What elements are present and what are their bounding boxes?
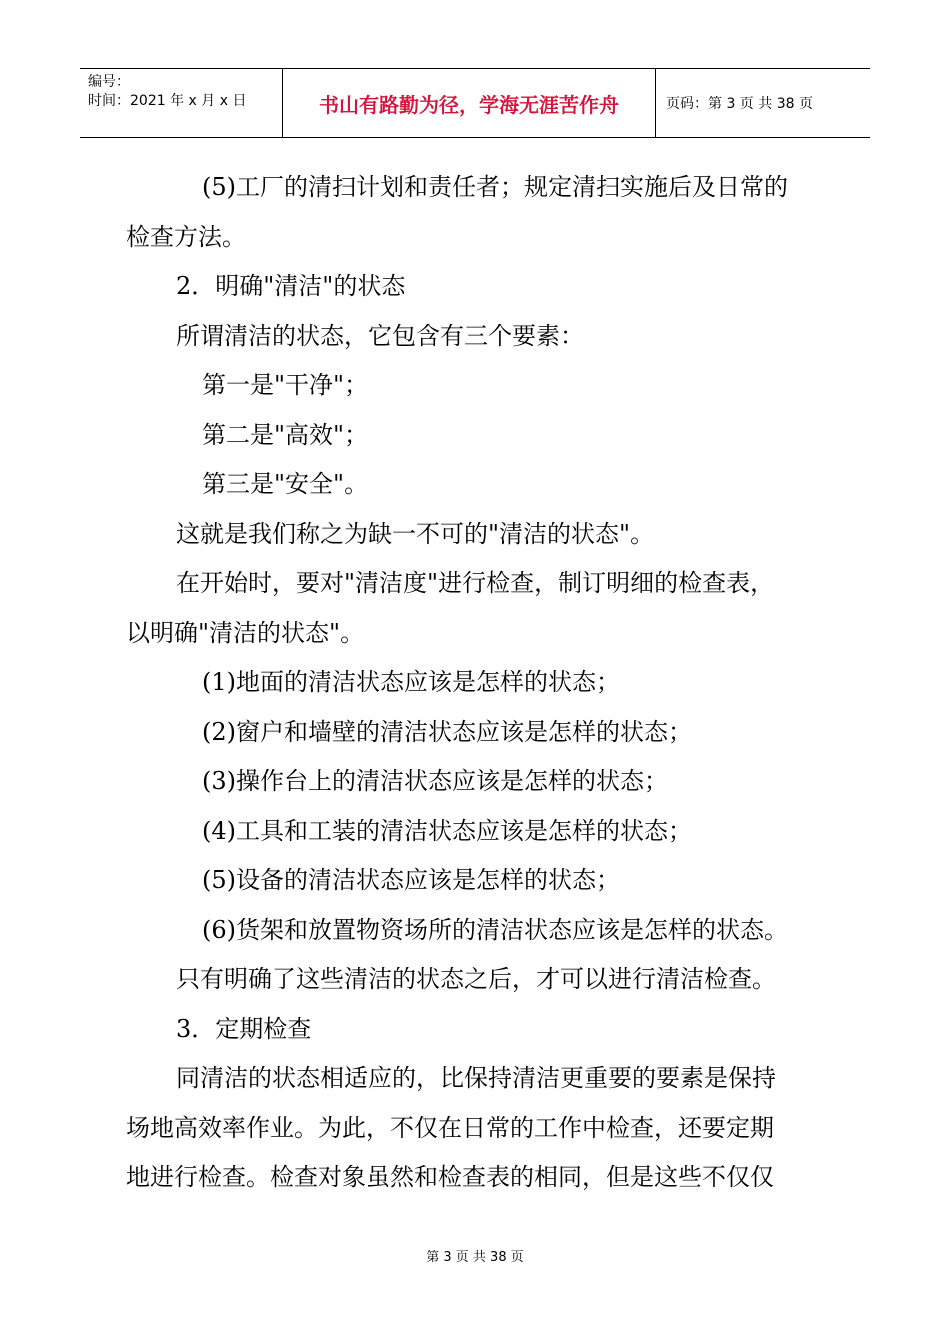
paragraph-line: 所谓清洁的状态，它包含有三个要素： [176, 321, 584, 350]
list-item: (3)操作台上的清洁状态应该是怎样的状态； [202, 767, 668, 795]
list-item: (2)窗户和墙壁的清洁状态应该是怎样的状态； [202, 717, 692, 746]
header-time-label: 时间：2021 年 x 月 x 日 [88, 93, 247, 109]
header-page-info: 页码：第 3 页 共 38 页 [666, 96, 813, 112]
header-meta [80, 69, 282, 137]
list-item: (4)工具和工装的清洁状态应该是怎样的状态； [202, 816, 692, 845]
list-item: (5)设备的清洁状态应该是怎样的状态； [202, 866, 620, 894]
list-item: 第三是"安全"。 [202, 470, 369, 498]
page-header [80, 68, 870, 138]
paragraph-line: 地进行检查。检查对象虽然和检查表的相同，但是这些不仅仅 [126, 1163, 774, 1191]
page-footer: 第 3 页 共 38 页 [426, 1250, 524, 1265]
paragraph-line: (5)工厂的清扫计划和责任者；规定清扫实施后及日常的 [202, 173, 788, 201]
section-heading: 3．定期检查 [176, 1014, 312, 1043]
paragraph-line: 只有明确了这些清洁的状态之后，才可以进行清洁检查。 [176, 965, 776, 993]
paragraph-line: 检查方法。 [126, 222, 246, 251]
list-item: (1)地面的清洁状态应该是怎样的状态； [202, 668, 620, 696]
paragraph-line: 在开始时，要对"清洁度"进行检查，制订明细的检查表， [176, 569, 775, 597]
paragraph-line: 以明确"清洁的状态"。 [126, 618, 365, 647]
paragraph-line: 同清洁的状态相适应的，比保持清洁更重要的要素是保持 [176, 1064, 776, 1092]
header-slogan: 书山有路勤为径，学海无涯苦作舟 [282, 69, 656, 137]
header-number-label: 编号： [88, 74, 130, 90]
section-heading: 2．明确"清洁"的状态 [176, 272, 406, 300]
list-item: 第一是"干净"； [202, 371, 369, 399]
list-item: 第二是"高效"； [202, 420, 369, 449]
paragraph-line: 这就是我们称之为缺一不可的"清洁的状态"。 [176, 519, 655, 548]
list-item: (6)货架和放置物资场所的清洁状态应该是怎样的状态。 [202, 915, 788, 944]
document-body [126, 163, 826, 1203]
paragraph-line: 场地高效率作业。为此，不仅在日常的工作中检查，还要定期 [126, 1113, 774, 1142]
